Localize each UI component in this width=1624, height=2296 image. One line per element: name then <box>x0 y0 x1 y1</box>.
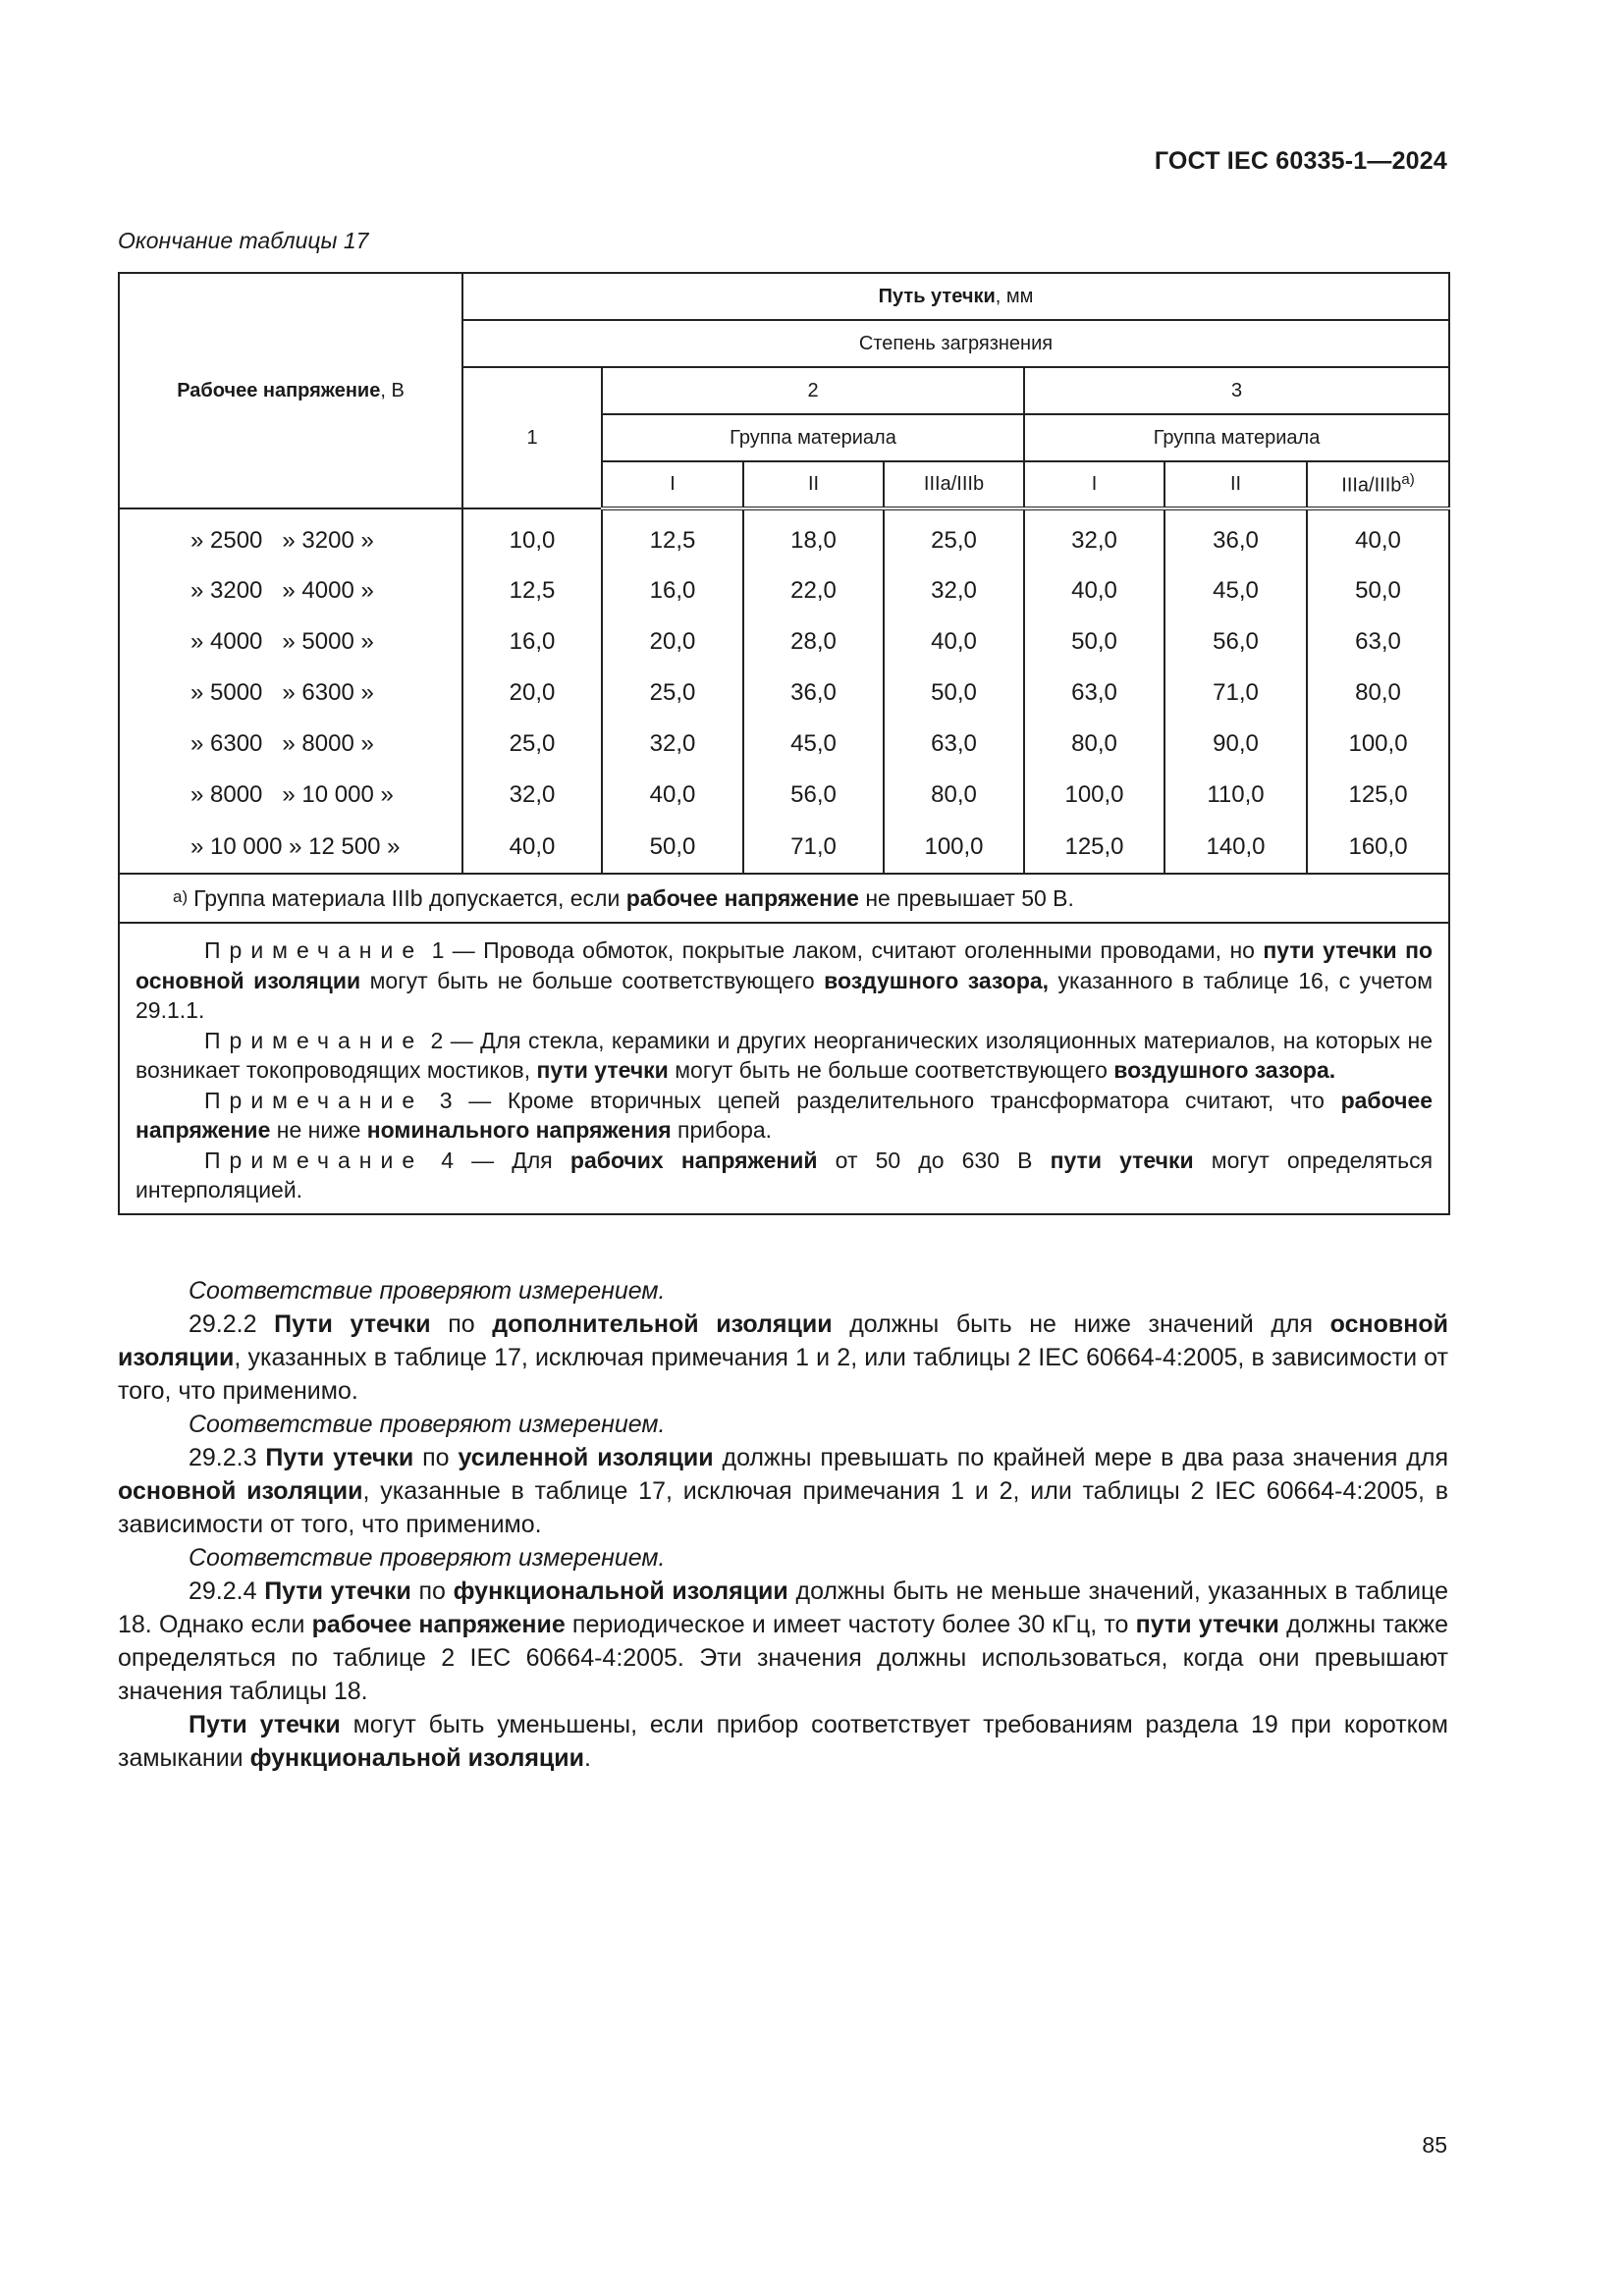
header-creepage: Путь утечки, мм <box>462 273 1449 320</box>
clause-29-2-3: 29.2.3 Пути утечки по усиленной изоляции должны превышать по крайней мере в два раза значения для основной изоляции, указанные в таблице 17, исключая примечания 1 и 2, или таблицы 2 IEC 60664-4:2005, в зависимости от того, что применимо. <box>118 1444 1448 1538</box>
creepage-value: 50,0 <box>1024 616 1164 667</box>
creepage-value: 50,0 <box>884 667 1024 719</box>
table-row <box>119 719 1449 770</box>
note-4: Примечание 4 — Для рабочих напряжений от 50 до 630 В пути утечки могут определяться интерполяцией. <box>135 1147 1434 1202</box>
creepage-value: 40,0 <box>884 616 1024 667</box>
document-header: ГОСТ IEC 60335-1—2024 <box>1154 147 1447 175</box>
creepage-value: 40,0 <box>1024 565 1164 616</box>
clause-29-2-2: 29.2.2 Пути утечки по дополнительной изоляции должны быть не ниже значений для основной изоляции, указанных в таблице 17, исключая примечания 1 и 2, или таблицы 2 IEC 60664-4:2005, в зависимости от того, что применимо. <box>118 1310 1448 1405</box>
compliance-check: Соответствие проверяют измерением. <box>189 1411 666 1438</box>
header-group-i: I <box>1024 461 1164 508</box>
creepage-value: 28,0 <box>743 616 884 667</box>
table-header <box>119 273 1449 508</box>
creepage-value: 71,0 <box>743 821 884 874</box>
header-pd3: 3 <box>1024 367 1449 414</box>
table-row <box>119 565 1449 616</box>
creepage-value: 45,0 <box>743 719 884 770</box>
creepage-value: 40,0 <box>462 821 602 874</box>
creepage-value: 20,0 <box>462 667 602 719</box>
table-row <box>119 616 1449 667</box>
header-material-group-pd3: Группа материала <box>1024 414 1449 461</box>
creepage-value: 10,0 <box>462 508 602 565</box>
row-voltage: » 10 000 » 12 500 » <box>119 821 462 874</box>
header-pd2: 2 <box>602 367 1024 414</box>
creepage-value: 56,0 <box>743 770 884 821</box>
creepage-value: 160,0 <box>1307 821 1449 874</box>
table-caption: Окончание таблицы 17 <box>118 228 369 253</box>
creepage-value: 50,0 <box>1307 565 1449 616</box>
table-row <box>119 508 1449 565</box>
creepage-value: 71,0 <box>1164 667 1307 719</box>
header-group-ii: II <box>1164 461 1307 508</box>
creepage-value: 32,0 <box>884 565 1024 616</box>
creepage-value: 80,0 <box>1024 719 1164 770</box>
row-voltage: » 6300 » 8000 » <box>119 719 462 770</box>
header-group-ii: II <box>743 461 884 508</box>
compliance-check: Соответствие проверяют измерением. <box>189 1277 666 1305</box>
header-group-i: I <box>602 461 743 508</box>
row-voltage: » 5000 » 6300 » <box>119 667 462 719</box>
creepage-value: 140,0 <box>1164 821 1307 874</box>
creepage-value: 100,0 <box>1024 770 1164 821</box>
creepage-value: 16,0 <box>462 616 602 667</box>
clause-29-2-4: 29.2.4 Пути утечки по функциональной изоляции должны быть не меньше значений, указанных в таблице 18. Однако если рабочее напряжение периодическое и имеет частоту более 30 кГц, то пути утечки должны также определяться по таблице 2 IEC 60664-4:2005. Эти значения должны использоваться, когда они превышают значения таблицы 18. <box>118 1577 1449 1705</box>
creepage-table <box>118 272 1448 1215</box>
creepage-value: 90,0 <box>1164 719 1307 770</box>
creepage-value: 50,0 <box>602 821 743 874</box>
table-body <box>119 508 1449 874</box>
creepage-value: 25,0 <box>462 719 602 770</box>
creepage-value: 125,0 <box>1307 770 1449 821</box>
header-pollution-degree: Степень загрязнения <box>462 320 1449 367</box>
creepage-value: 40,0 <box>602 770 743 821</box>
header-group-iii: IIIa/IIIb <box>884 461 1024 508</box>
note-1: Примечание 1 — Провода обмоток, покрытые лаком, считают оголенными проводами, но пути утечки по основной изоляции могут быть не больше соответствующего воздушного зазора, указанного в таблице 16, с учетом 29.1.1. <box>135 937 1434 1023</box>
header-group-iii-footnoted: IIIa/IIIb$^{a)}$ <box>1307 461 1449 508</box>
creepage-value: 22,0 <box>743 565 884 616</box>
creepage-value: 18,0 <box>743 508 884 565</box>
creepage-value: 12,5 <box>462 565 602 616</box>
creepage-value: 45,0 <box>1164 565 1307 616</box>
creepage-value: 25,0 <box>602 667 743 719</box>
header-working-voltage: Рабочее напряжение, В <box>119 273 462 508</box>
creepage-value: 32,0 <box>1024 508 1164 565</box>
creepage-value: 25,0 <box>884 508 1024 565</box>
table-row <box>119 770 1449 821</box>
creepage-value: 16,0 <box>602 565 743 616</box>
creepage-value: 36,0 <box>743 667 884 719</box>
creepage-value: 110,0 <box>1164 770 1307 821</box>
creepage-value: 125,0 <box>1024 821 1164 874</box>
header-pd1: 1 <box>462 367 602 508</box>
creepage-value: 100,0 <box>1307 719 1449 770</box>
table-footnote: a) Группа материала IIIb допускается, если рабочее напряжение не превышает 50 В. <box>119 874 1449 923</box>
creepage-value: 100,0 <box>884 821 1024 874</box>
table-notes <box>119 923 1449 1214</box>
note-2: Примечание 2 — Для стекла, керамики и других неорганических изоляционных материалов, на которых не возникает токопроводящих мостиков, пути утечки могут быть не больше соответствующего воздушного зазора. <box>135 1027 1434 1083</box>
table-row <box>119 667 1449 719</box>
creepage-value: 36,0 <box>1164 508 1307 565</box>
creepage-value: 40,0 <box>1307 508 1449 565</box>
creepage-value: 32,0 <box>602 719 743 770</box>
creepage-value: 12,5 <box>602 508 743 565</box>
row-voltage: » 4000 » 5000 » <box>119 616 462 667</box>
note-3: Примечание 3 — Кроме вторичных цепей разделительного трансформатора считают, что рабочее напряжение не ниже номинального напряжения прибора. <box>135 1087 1434 1143</box>
creepage-value: 20,0 <box>602 616 743 667</box>
creepage-value: 63,0 <box>1307 616 1449 667</box>
creepage-value: 56,0 <box>1164 616 1307 667</box>
row-voltage: » 2500 » 3200 » <box>119 508 462 565</box>
creepage-value: 80,0 <box>1307 667 1449 719</box>
creepage-value: 80,0 <box>884 770 1024 821</box>
creepage-value: 32,0 <box>462 770 602 821</box>
header-material-group-pd2: Группа материала <box>602 414 1024 461</box>
page-number: 85 <box>1422 2132 1447 2158</box>
creepage-value: 63,0 <box>884 719 1024 770</box>
compliance-check: Соответствие проверяют измерением. <box>189 1544 666 1572</box>
creepage-value: 63,0 <box>1024 667 1164 719</box>
body-text <box>118 1274 1448 1775</box>
creepage-reduction-paragraph: Пути утечки могут быть уменьшены, если прибор соответствует требованиям раздела 19 при коротком замыкании функциональной изоляции. <box>118 1711 1448 1772</box>
row-voltage: » 8000 » 10 000 » <box>119 770 462 821</box>
row-voltage: » 3200 » 4000 » <box>119 565 462 616</box>
table-row <box>119 821 1449 874</box>
